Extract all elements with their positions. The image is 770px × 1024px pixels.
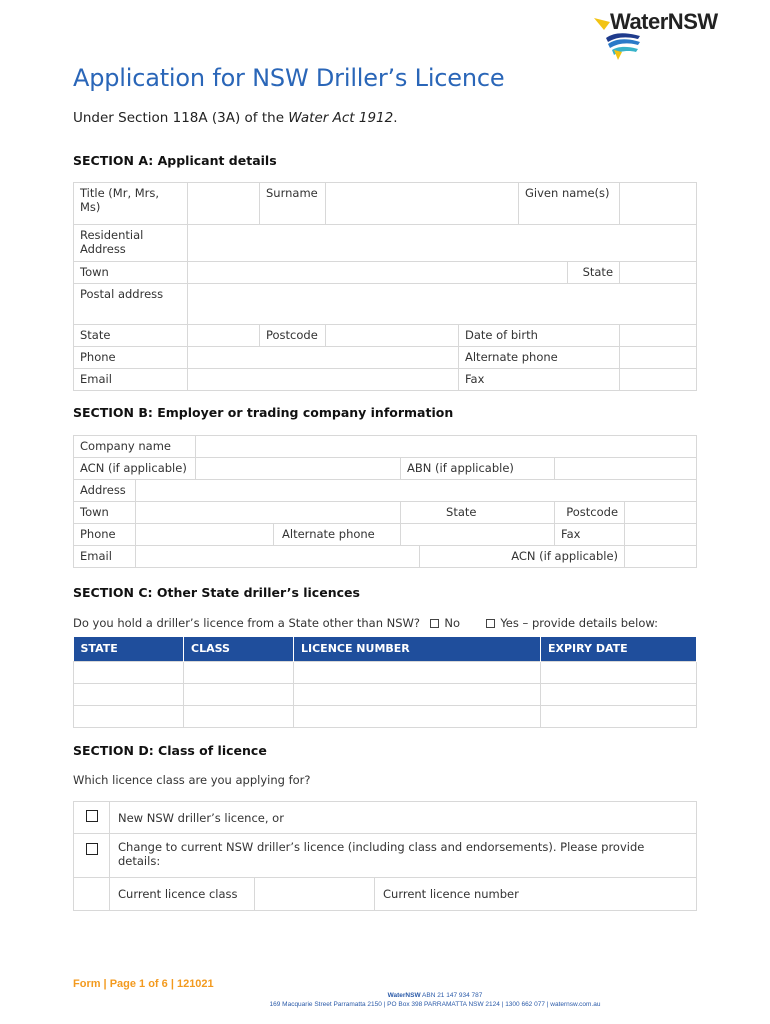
fax-label-b: Fax <box>555 524 625 546</box>
fax-field-b[interactable] <box>625 524 697 546</box>
footer-abn: ABN 21 147 934 787 <box>420 992 483 999</box>
dob-field[interactable] <box>620 325 697 347</box>
blank-cell <box>74 878 110 911</box>
postcode-label: Postcode <box>260 325 326 347</box>
fax-field[interactable] <box>620 369 697 391</box>
col-expiry-date: EXPIRY DATE <box>541 637 697 661</box>
residential-address-label: Residential Address <box>74 225 188 262</box>
state-cell[interactable] <box>74 661 184 683</box>
footer-address: 169 Macquarie Street Parramatta 2150 | PO Box 398 PARRAMATTA NSW 2124 | 1300 662 077 | waternsw.com.au <box>269 1001 601 1008</box>
expiry-date-cell[interactable] <box>541 661 697 683</box>
new-licence-checkbox[interactable] <box>86 810 98 822</box>
col-class: CLASS <box>184 637 294 661</box>
alt-phone-field[interactable] <box>620 347 697 369</box>
state-label-b: State <box>401 502 555 524</box>
section-a-heading: SECTION A: Applicant details <box>73 153 277 168</box>
licence-number-cell[interactable] <box>294 661 541 683</box>
title-field[interactable] <box>188 183 260 225</box>
footer-org: WaterNSW <box>387 992 421 999</box>
state-field[interactable] <box>620 262 697 284</box>
expiry-date-cell[interactable] <box>541 683 697 705</box>
current-number-label: Current licence number <box>375 878 697 911</box>
expiry-date-cell[interactable] <box>541 705 697 727</box>
state-field-2[interactable] <box>188 325 260 347</box>
employer-info-table <box>73 435 697 568</box>
licence-number-cell[interactable] <box>294 705 541 727</box>
postal-address-label: Postal address <box>74 284 188 325</box>
state-label: State <box>568 262 620 284</box>
postcode-label-b: Postcode <box>555 502 625 524</box>
table-row <box>74 705 697 727</box>
no-label: No <box>444 616 460 630</box>
phone-label: Phone <box>74 347 188 369</box>
alt-phone-label-b: Alternate phone <box>274 524 401 546</box>
current-class-label: Current licence class <box>110 878 255 911</box>
document-title: Application for NSW Driller’s Licence <box>73 64 505 92</box>
postal-address-field[interactable] <box>188 284 697 325</box>
state-label-2: State <box>74 325 188 347</box>
other-licence-question: Do you hold a driller’s licence from a State other than NSW? <box>73 616 421 630</box>
other-licence-question-row <box>73 616 658 630</box>
dob-label: Date of birth <box>459 325 620 347</box>
no-checkbox[interactable] <box>430 619 439 628</box>
email-label: Email <box>74 369 188 391</box>
email-field-b[interactable] <box>136 546 420 568</box>
col-state: STATE <box>74 637 184 661</box>
alt-phone-field-b[interactable] <box>401 524 555 546</box>
section-b-heading: SECTION B: Employer or trading company information <box>73 405 454 420</box>
class-cell[interactable] <box>184 705 294 727</box>
acn2-field[interactable] <box>625 546 697 568</box>
postcode-field-b[interactable] <box>625 502 697 524</box>
company-name-label: Company name <box>74 436 196 458</box>
licence-number-cell[interactable] <box>294 683 541 705</box>
state-cell[interactable] <box>74 683 184 705</box>
phone-field-b[interactable] <box>136 524 274 546</box>
current-class-field[interactable] <box>255 878 375 911</box>
licence-class-question: Which licence class are you applying for? <box>73 773 311 787</box>
given-names-label: Given name(s) <box>519 183 620 225</box>
col-licence-number: LICENCE NUMBER <box>294 637 541 661</box>
class-cell[interactable] <box>184 661 294 683</box>
change-licence-checkbox-cell <box>74 834 110 878</box>
phone-label-b: Phone <box>74 524 136 546</box>
acn2-label: ACN (if applicable) <box>420 546 625 568</box>
state-cell[interactable] <box>74 705 184 727</box>
abn-field[interactable] <box>555 458 697 480</box>
phone-field[interactable] <box>188 347 459 369</box>
table-row <box>74 683 697 705</box>
new-licence-checkbox-cell <box>74 802 110 834</box>
town-label-b: Town <box>74 502 136 524</box>
change-licence-option: Change to current NSW driller’s licence (including class and endorsements). Please provide details: <box>110 834 697 878</box>
company-name-field[interactable] <box>196 436 697 458</box>
change-licence-checkbox[interactable] <box>86 843 98 855</box>
document-subtitle: Under Section 118A (3A) of the Water Act 1912. <box>73 110 398 126</box>
surname-field[interactable] <box>326 183 519 225</box>
acn-field[interactable] <box>196 458 401 480</box>
alt-phone-label: Alternate phone <box>459 347 620 369</box>
applicant-details-table <box>73 182 697 391</box>
footer-address-block <box>150 991 720 1009</box>
fax-label: Fax <box>459 369 620 391</box>
logo-text: WaterNSW <box>610 9 718 34</box>
given-names-field[interactable] <box>620 183 697 225</box>
footer-form-label: Form | Page 1 of 6 | 121021 <box>73 978 214 990</box>
title-label: Title (Mr, Mrs, Ms) <box>74 183 188 225</box>
surname-label: Surname <box>260 183 326 225</box>
table-row <box>74 661 697 683</box>
acn-label: ACN (if applicable) <box>74 458 196 480</box>
other-licences-table <box>73 637 697 728</box>
residential-address-field[interactable] <box>188 225 697 262</box>
email-field[interactable] <box>188 369 459 391</box>
licence-class-table <box>73 801 697 911</box>
address-label: Address <box>74 480 136 502</box>
class-cell[interactable] <box>184 683 294 705</box>
section-c-heading: SECTION C: Other State driller’s licences <box>73 585 360 600</box>
address-field[interactable] <box>136 480 697 502</box>
section-d-heading: SECTION D: Class of licence <box>73 743 267 758</box>
yes-checkbox[interactable] <box>486 619 495 628</box>
postcode-field[interactable] <box>326 325 459 347</box>
town-label: Town <box>74 262 188 284</box>
new-licence-option: New NSW driller’s licence, or <box>110 802 697 834</box>
yes-label: Yes – provide details below: <box>500 616 659 630</box>
email-label-b: Email <box>74 546 136 568</box>
act-name: Water Act 1912 <box>288 110 394 126</box>
abn-label: ABN (if applicable) <box>401 458 555 480</box>
waternsw-logo <box>592 8 742 60</box>
town-field[interactable] <box>188 262 568 284</box>
town-field-b[interactable] <box>136 502 401 524</box>
